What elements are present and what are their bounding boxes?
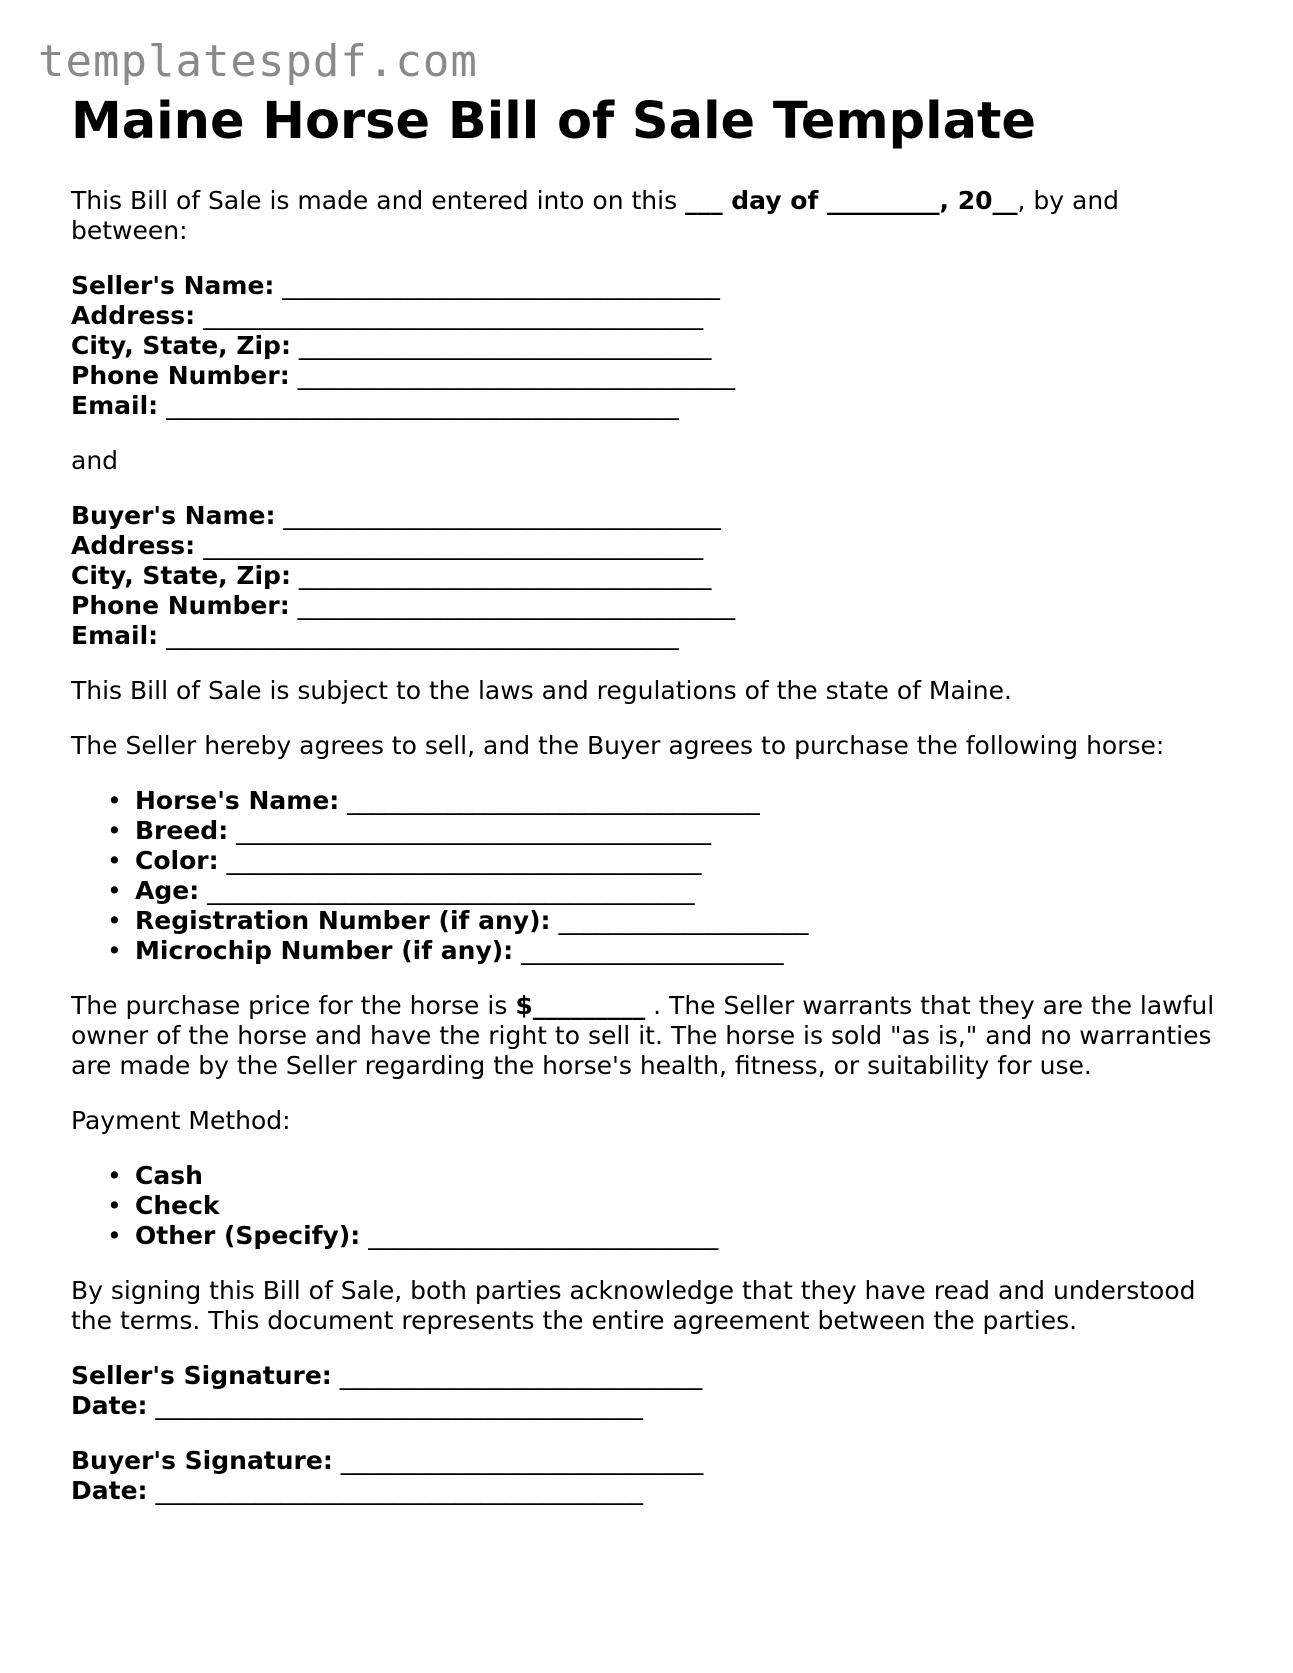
page-title: Maine Horse Bill of Sale Template <box>71 92 1037 151</box>
payment-other-field[interactable]: ____________________________ <box>368 1221 719 1250</box>
buyer-signature-label: Buyer's Signature: <box>71 1446 333 1475</box>
payment-other-label: Other (Specify): <box>135 1221 361 1250</box>
registration-number-label: Registration Number (if any): <box>135 906 551 935</box>
horse-details-list <box>71 786 1221 966</box>
buyer-name-field[interactable]: ___________________________________ <box>283 501 721 530</box>
seller-city-label: City, State, Zip: <box>71 331 291 360</box>
document-page <box>71 92 1221 1506</box>
seller-phone-field[interactable]: ___________________________________ <box>297 361 736 390</box>
intro-paragraph <box>71 186 1221 246</box>
seller-city-field[interactable]: _________________________________ <box>298 331 712 360</box>
date-blank[interactable]: ___ day of _________, 20__ <box>685 186 1018 215</box>
buyer-city-label: City, State, Zip: <box>71 561 291 590</box>
buyer-phone-label: Phone Number: <box>71 591 290 620</box>
buyer-name-label: Buyer's Name: <box>71 501 276 530</box>
payment-check-option[interactable]: Check <box>135 1191 220 1220</box>
laws-paragraph: This Bill of Sale is subject to the laws and regulations of the state of Maine. <box>71 676 1012 705</box>
seller-address-label: Address: <box>71 301 196 330</box>
agree-paragraph: The Seller hereby agrees to sell, and the Buyer agrees to purchase the following horse: <box>71 731 1165 760</box>
buyer-email-label: Email: <box>71 621 159 650</box>
seller-email-label: Email: <box>71 391 159 420</box>
buyer-address-label: Address: <box>71 531 196 560</box>
horse-name-field[interactable]: _________________________________ <box>347 786 760 815</box>
seller-name-label: Seller's Name: <box>71 271 275 300</box>
bullet-icon: • <box>107 786 122 815</box>
horse-color-field[interactable]: ______________________________________ <box>226 846 702 875</box>
bullet-icon: • <box>107 936 122 965</box>
seller-name-field[interactable]: ___________________________________ <box>282 271 720 300</box>
buyer-city-field[interactable]: _________________________________ <box>298 561 712 590</box>
intro-text: This Bill of Sale is made and entered into on this <box>71 186 686 215</box>
watermark: templatespdf.com <box>38 36 478 87</box>
buyer-email-field[interactable]: _________________________________________ <box>166 621 679 650</box>
seller-details <box>71 271 1221 421</box>
buyer-address-field[interactable]: ________________________________________ <box>203 531 704 560</box>
list-item <box>107 906 1221 936</box>
horse-breed-field[interactable]: ______________________________________ <box>236 816 712 845</box>
buyer-date-field[interactable]: _______________________________________ <box>155 1476 643 1505</box>
list-item <box>107 1191 1221 1221</box>
bullet-icon: • <box>107 876 122 905</box>
list-item <box>107 816 1221 846</box>
microchip-number-field[interactable]: _____________________ <box>521 936 784 965</box>
seller-signature-label: Seller's Signature: <box>71 1361 332 1390</box>
horse-age-label: Age: <box>135 876 200 905</box>
seller-email-field[interactable]: _________________________________________ <box>166 391 679 420</box>
bullet-icon: • <box>107 1191 122 1220</box>
microchip-number-label: Microchip Number (if any): <box>135 936 514 965</box>
price-field[interactable]: $_________ <box>515 991 646 1020</box>
payment-heading: Payment Method: <box>71 1106 291 1135</box>
price-paragraph <box>71 991 1221 1081</box>
acknowledgement-paragraph: By signing this Bill of Sale, both parties acknowledge that they have read and understood the terms. This document represents the entire agreement between the parties. <box>71 1276 1196 1335</box>
horse-color-label: Color: <box>135 846 219 875</box>
horse-name-label: Horse's Name: <box>135 786 340 815</box>
intro-text-end: , by and between: <box>71 186 1120 245</box>
payment-method-list <box>71 1161 1221 1251</box>
buyer-signature-field[interactable]: _____________________________ <box>340 1446 704 1475</box>
bullet-icon: • <box>107 1161 122 1190</box>
seller-signature-field[interactable]: _____________________________ <box>339 1361 703 1390</box>
seller-phone-label: Phone Number: <box>71 361 290 390</box>
payment-cash-option[interactable]: Cash <box>135 1161 203 1190</box>
seller-signature-block <box>71 1361 1221 1421</box>
list-item <box>107 786 1221 816</box>
buyer-signature-block <box>71 1446 1221 1506</box>
horse-age-field[interactable]: _______________________________________ <box>207 876 695 905</box>
list-item <box>107 846 1221 876</box>
list-item <box>107 1221 1221 1251</box>
bullet-icon: • <box>107 906 122 935</box>
seller-date-label: Date: <box>71 1391 148 1420</box>
buyer-phone-field[interactable]: ___________________________________ <box>297 591 736 620</box>
seller-address-field[interactable]: ________________________________________ <box>203 301 704 330</box>
and-text: and <box>71 446 119 475</box>
list-item <box>107 936 1221 966</box>
list-item <box>107 1161 1221 1191</box>
horse-breed-label: Breed: <box>135 816 229 845</box>
bullet-icon: • <box>107 1221 122 1250</box>
bullet-icon: • <box>107 846 122 875</box>
buyer-details <box>71 501 1221 651</box>
list-item <box>107 876 1221 906</box>
price-text: The purchase price for the horse is <box>71 991 516 1020</box>
registration-number-field[interactable]: ____________________ <box>558 906 809 935</box>
price-text-end: . The Seller warrants that they are the lawful owner of the horse and have the right to sell it. The horse is sold "as is," and no warranties are made by the Seller regarding the horse's health, fitness, or suitability for use. <box>71 991 1215 1080</box>
bullet-icon: • <box>107 816 122 845</box>
seller-date-field[interactable]: _______________________________________ <box>155 1391 643 1420</box>
buyer-date-label: Date: <box>71 1476 148 1505</box>
